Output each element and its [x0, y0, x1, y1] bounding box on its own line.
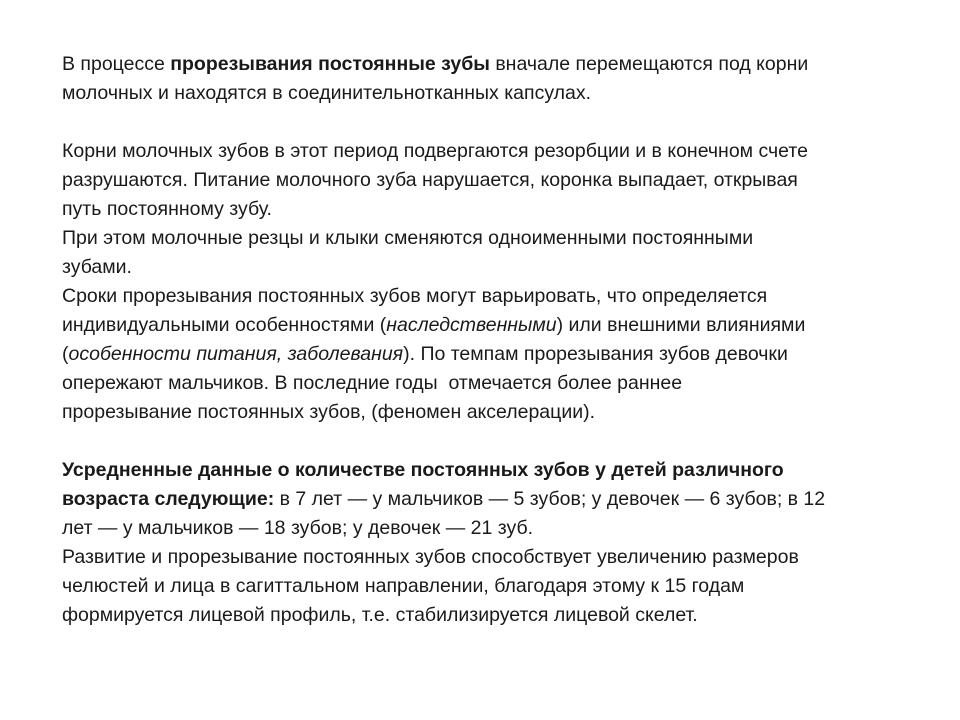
bold-term: прорезывания постоянные зубы	[170, 53, 490, 75]
paragraph-replacement	[62, 224, 922, 282]
text-line	[62, 485, 922, 514]
text-line	[62, 311, 922, 340]
text-run: ) или внешними влияниями	[556, 314, 806, 336]
text-run: ). По темпам прорезывания зубов девочки	[403, 343, 788, 365]
text-line: При этом молочные резцы и клыки сменяются одноименными постоянными	[62, 227, 754, 249]
text-line: прорезывание постоянных зубов, (феномен акселерации).	[62, 401, 596, 423]
text-line	[62, 340, 922, 369]
paragraph-gap	[62, 108, 922, 137]
text-line: разрушаются. Питание молочного зуба нарушается, коронка выпадает, открывая	[62, 169, 798, 191]
paragraph-facial-profile	[62, 543, 922, 630]
text-line: молочных и находятся в соединительнотканных капсулах.	[62, 82, 592, 104]
paragraph-eruption-intro	[62, 50, 922, 108]
paragraph-average-teeth-count	[62, 456, 922, 543]
text-run: индивидуальными особенностями (	[62, 314, 387, 336]
paragraph-gap	[62, 427, 922, 456]
text-line	[62, 456, 922, 485]
paragraph-root-resorption	[62, 137, 922, 224]
text-line: лет — у мальчиков — 18 зубов; у девочек — 21 зуб.	[62, 517, 534, 539]
italic-term: наследственными	[386, 314, 557, 336]
bold-term: возраста следующие:	[62, 488, 275, 510]
italic-term: особенности питания, заболевания	[68, 343, 404, 365]
text-line: зубами.	[62, 256, 132, 278]
text-line: Развитие и прорезывание постоянных зубов способствует увеличению размеров	[62, 546, 799, 568]
text-line: опережают мальчиков. В последние годы отмечается более раннее	[62, 372, 683, 394]
text-line: путь постоянному зубу.	[62, 198, 272, 220]
text-line: формируется лицевой профиль, т.е. стабилизируется лицевой скелет.	[62, 604, 698, 626]
text-run: в 7 лет — у мальчиков — 5 зубов; у девочек — 6 зубов; в 12	[274, 488, 826, 510]
text-line: челюстей и лица в сагиттальном направлении, благодаря этому к 15 годам	[62, 575, 745, 597]
text-run: В процессе	[62, 53, 171, 75]
text-run: вначале перемещаются под корни	[489, 53, 809, 75]
paragraph-eruption-timing	[62, 282, 922, 427]
text-run: (	[62, 343, 69, 365]
text-line	[62, 50, 922, 79]
text-line: Сроки прорезывания постоянных зубов могут варьировать, что определяется	[62, 285, 768, 307]
bold-term: Усредненные данные о количестве постоянных зубов у детей различного	[62, 459, 784, 481]
text-line: Корни молочных зубов в этот период подвергаются резорбции и в конечном счете	[62, 140, 808, 162]
text-body	[62, 50, 922, 630]
